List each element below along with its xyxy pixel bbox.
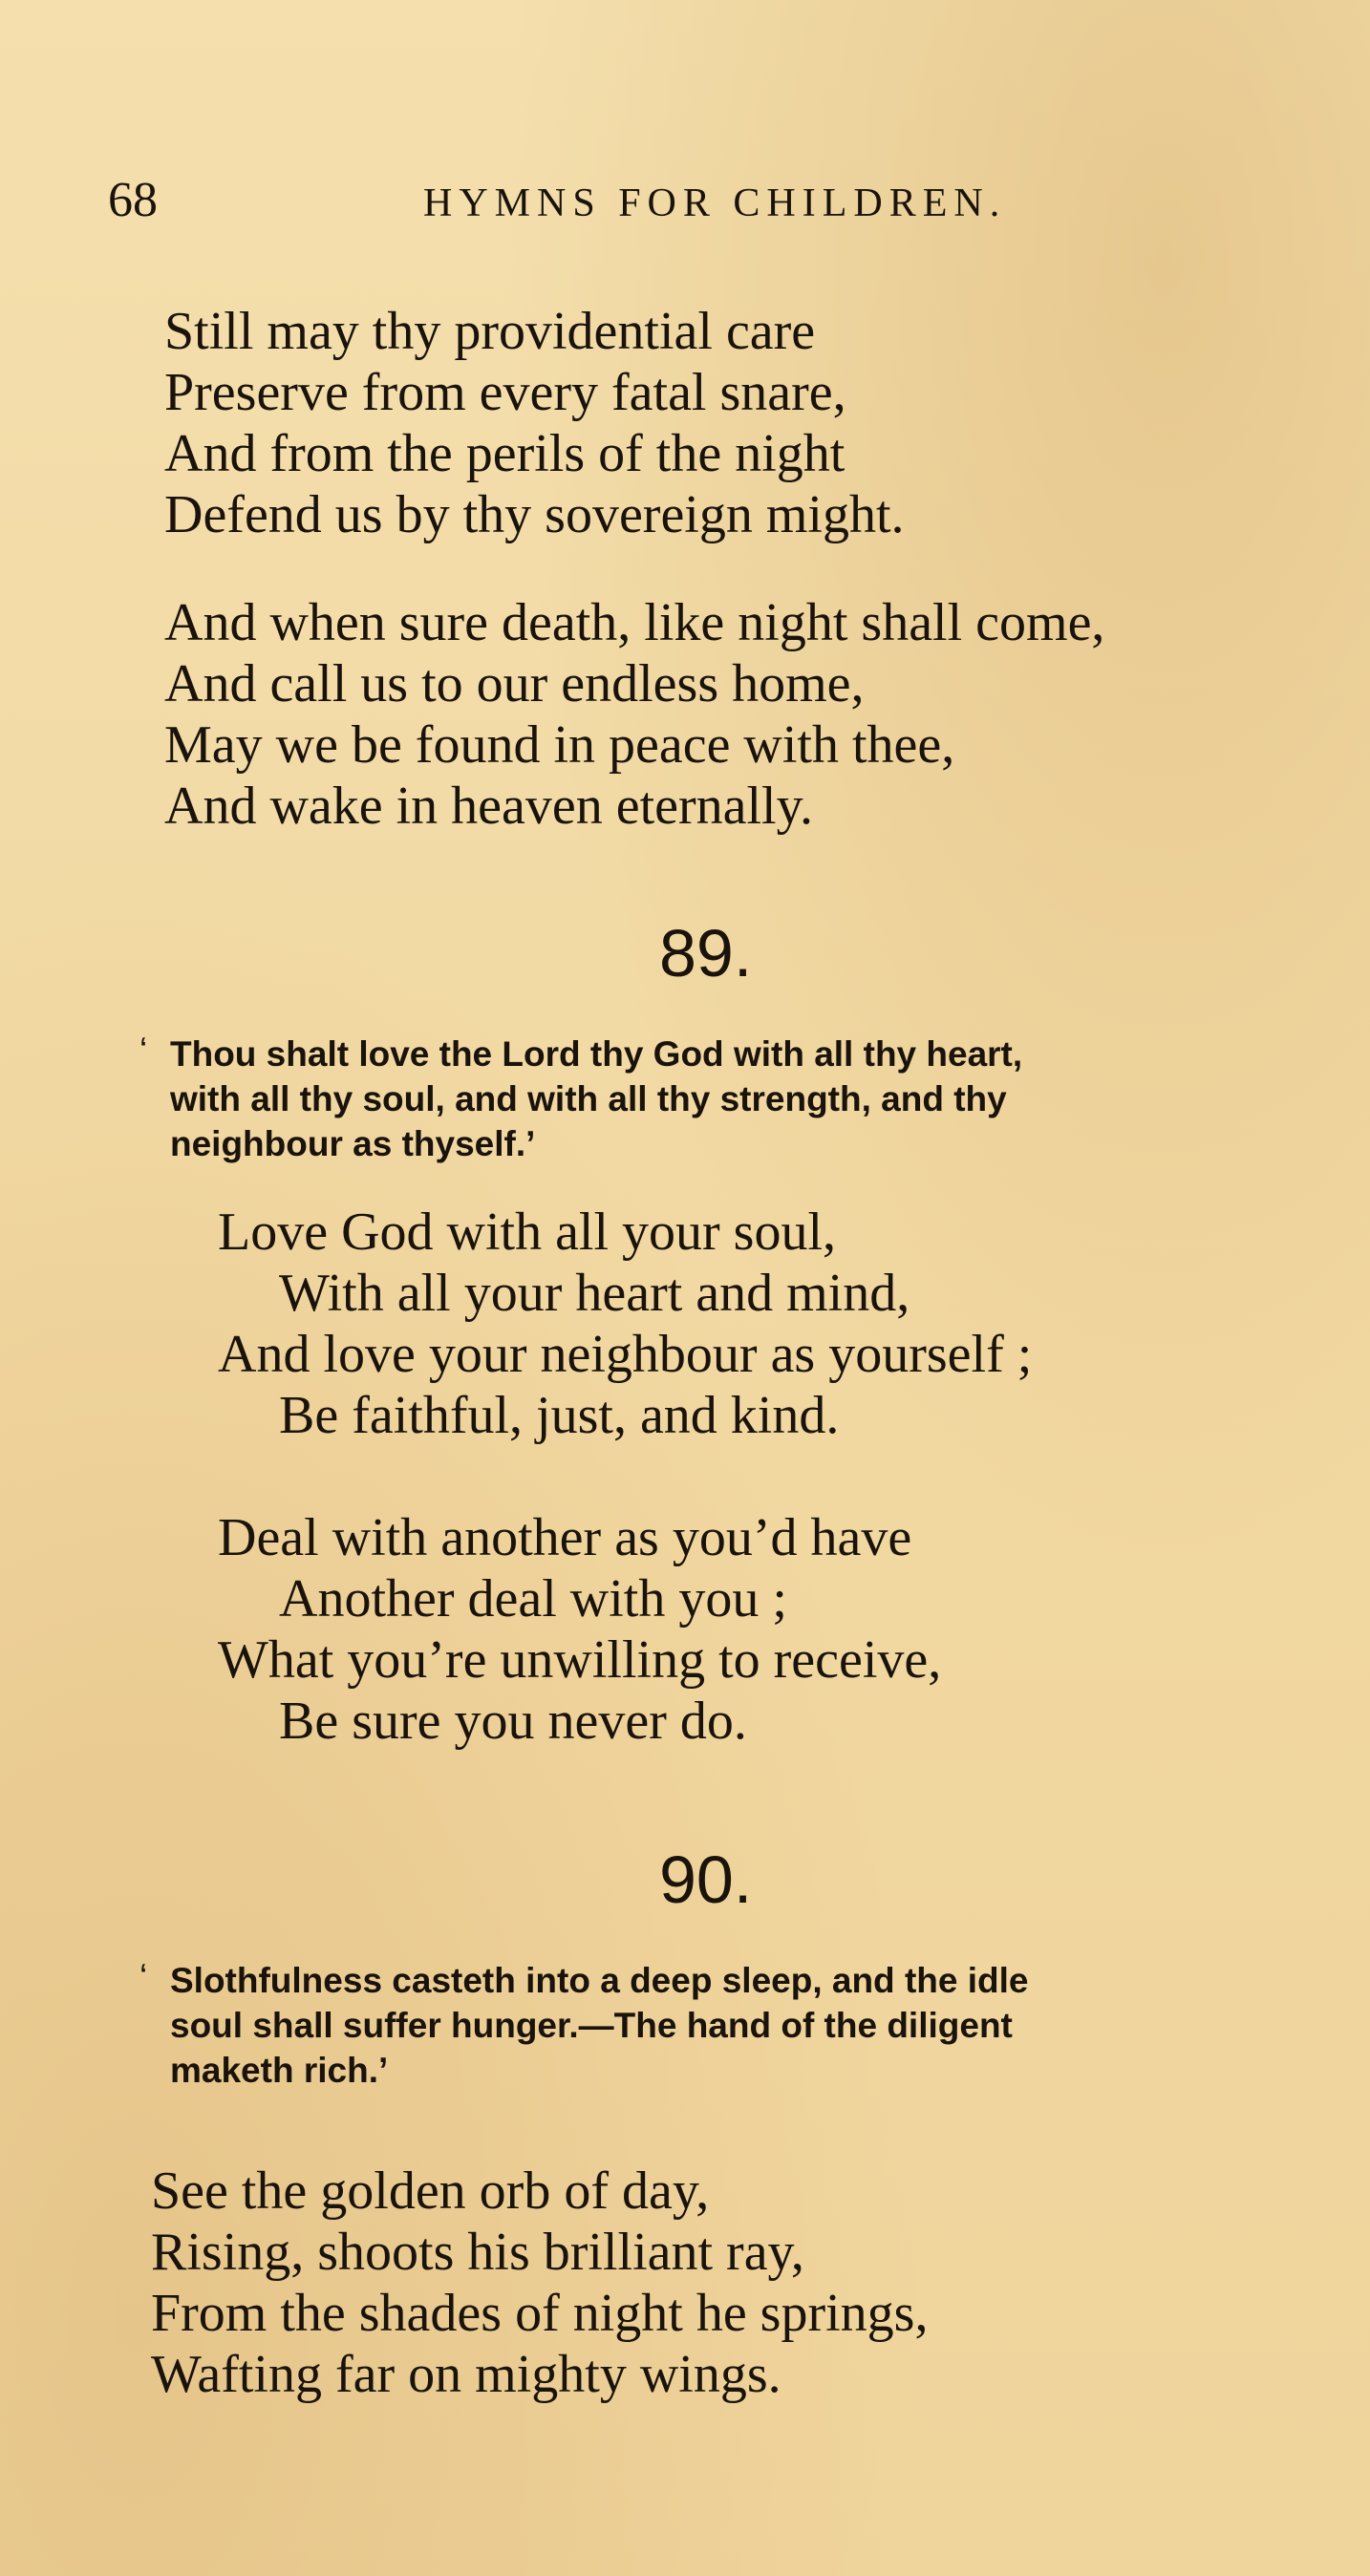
- stanza-90-1: [151, 2161, 928, 2405]
- epigraph-90: [139, 1957, 1326, 2093]
- verse-line: Deal with another as you’d have: [218, 1508, 912, 1567]
- epigraph-line: neighbour as thyself.’: [170, 1124, 536, 1163]
- verse-line: And call us to our endless home,: [164, 654, 865, 713]
- verse-line: Preserve from every fatal snare,: [164, 363, 846, 422]
- verse-line: Love God with all your soul,: [218, 1203, 837, 1262]
- verse-line: And love your neighbour as yourself ;: [218, 1325, 1033, 1384]
- verse-line: Be faithful, just, and kind.: [279, 1386, 840, 1445]
- verse-line: May we be found in peace with thee,: [164, 715, 955, 775]
- stanza-2: [164, 592, 1104, 837]
- verse-line: See the golden orb of day,: [151, 2161, 710, 2221]
- running-title: HYMNS FOR CHILDREN.: [423, 181, 1007, 225]
- epigraph-open-quote: ‘: [139, 1957, 148, 1996]
- verse-line: And wake in heaven eternally.: [164, 777, 813, 836]
- hymn-number-89: 89.: [659, 916, 753, 990]
- verse-line: Still may thy providential care: [164, 302, 816, 361]
- verse-line: What you’re unwilling to receive,: [218, 1630, 942, 1690]
- verse-line: From the shades of night he springs,: [151, 2284, 929, 2343]
- epigraph-line: Slothfulness casteth into a deep sleep, and the idle: [170, 1961, 1029, 2000]
- stanza-89-1: [218, 1202, 1032, 1446]
- stanza-1: [164, 301, 905, 545]
- verse-line: Another deal with you ;: [279, 1569, 787, 1629]
- epigraph-89: [139, 1031, 1326, 1166]
- epigraph-open-quote: ‘: [139, 1031, 148, 1070]
- verse-line: With all your heart and mind,: [279, 1264, 910, 1323]
- epigraph-line: Thou shalt love the Lord thy God with all thy heart,: [170, 1034, 1023, 1074]
- verse-line: And when sure death, like night shall come,: [164, 593, 1105, 652]
- epigraph-line: maketh rich.’: [170, 2051, 389, 2090]
- page-header: [108, 172, 1063, 229]
- verse-line: Defend us by thy sovereign might.: [164, 485, 905, 544]
- stanza-89-2: [218, 1507, 941, 1752]
- hymn-number-90: 90.: [659, 1842, 753, 1917]
- verse-line: Be sure you never do.: [279, 1692, 747, 1751]
- epigraph-line: with all thy soul, and with all thy strength, and thy: [170, 1079, 1007, 1118]
- verse-line: Wafting far on mighty wings.: [151, 2345, 781, 2404]
- verse-line: And from the perils of the night: [164, 424, 846, 483]
- epigraph-line: soul shall suffer hunger.—The hand of the diligent: [170, 2006, 1013, 2045]
- page-number: 68: [108, 173, 158, 227]
- verse-line: Rising, shoots his brilliant ray,: [151, 2223, 804, 2282]
